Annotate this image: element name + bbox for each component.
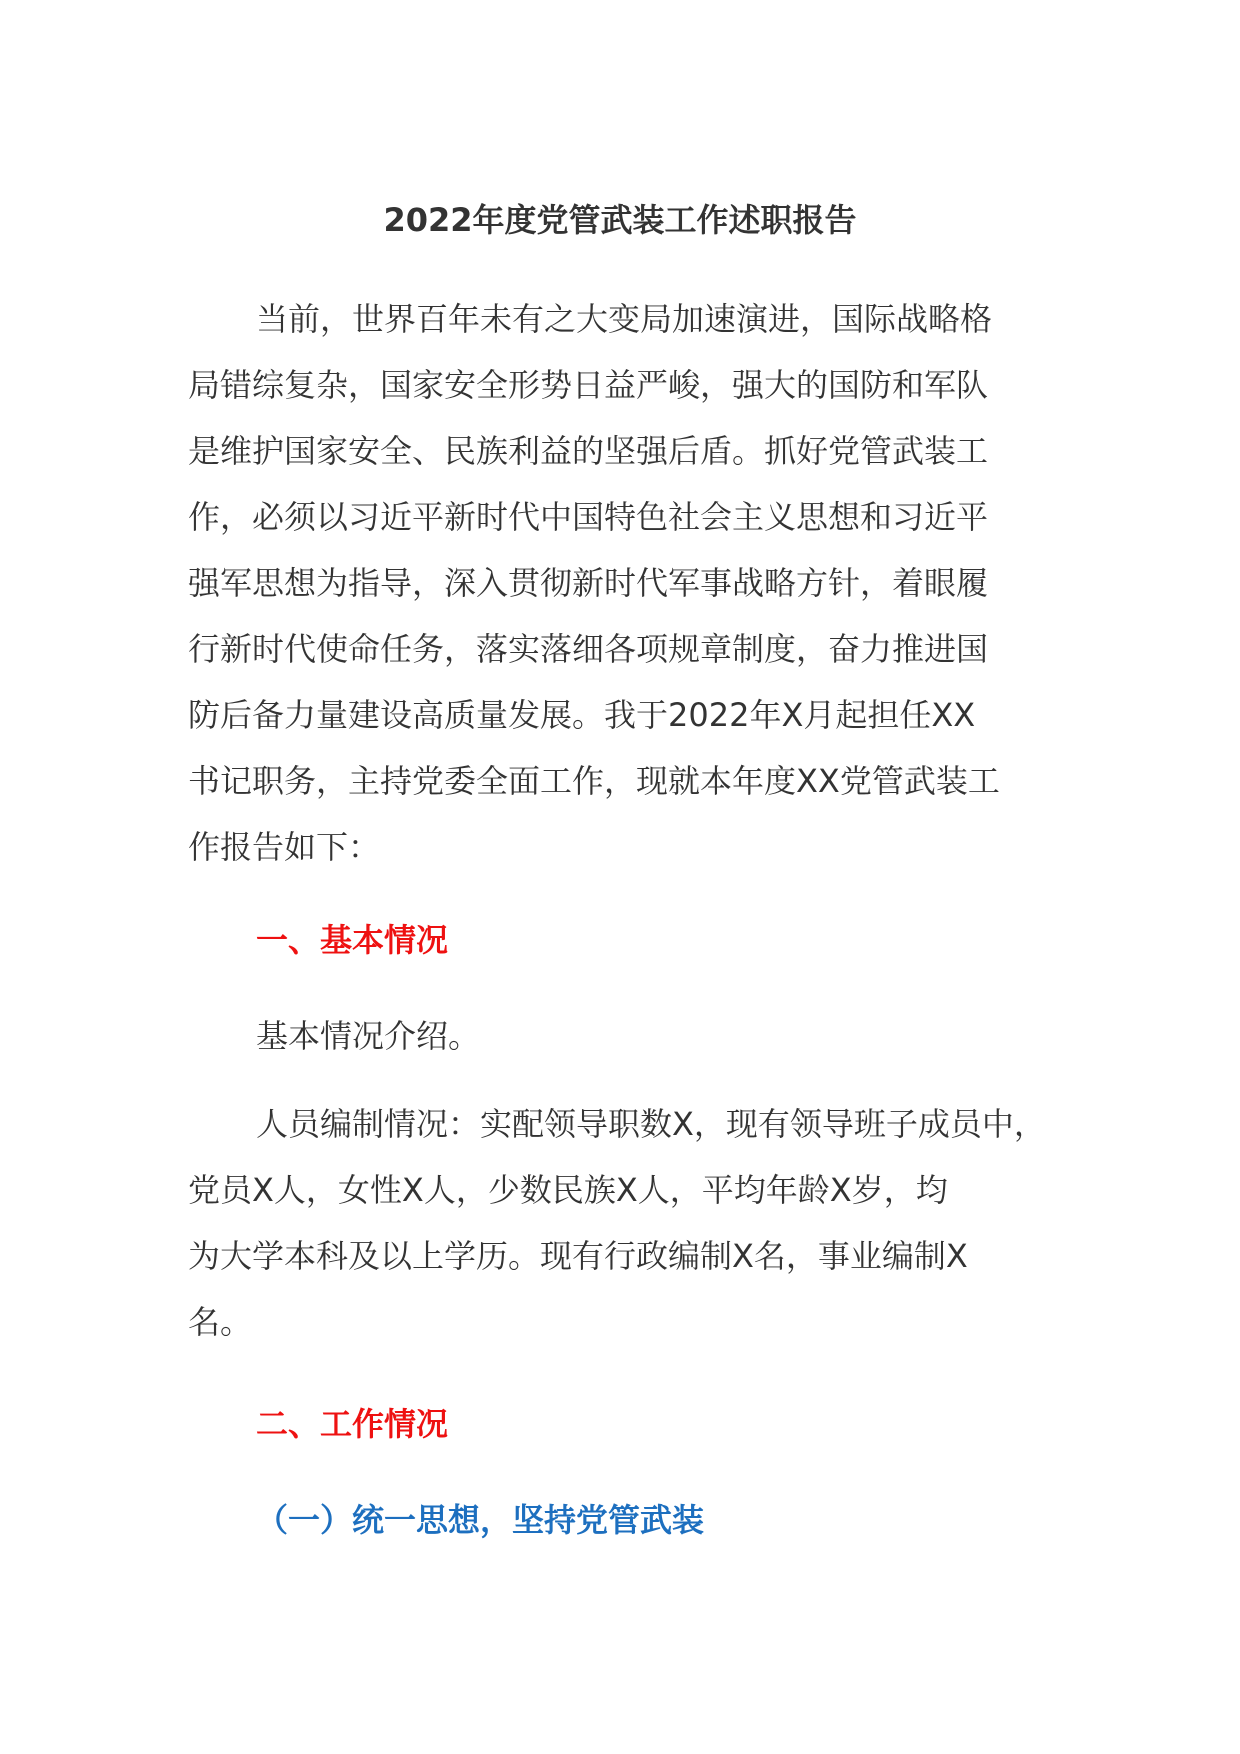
intro-line: 当前，世界百年未有之大变局加速演进，国际战略格 <box>256 300 993 338</box>
intro-line: 行新时代使命任务，落实落细各项规章制度，奋力推进国 <box>188 630 989 668</box>
staffing-line: 人员编制情况：实配领导职数X，现有领导班子成员中， <box>256 1105 1046 1143</box>
intro-line: 作报告如下： <box>188 828 381 866</box>
staffing-line: 为大学本科及以上学历。现有行政编制X名，事业编制X <box>188 1237 968 1275</box>
staffing-line: 党员X人，女性X人，少数民族X人，平均年龄X岁，均 <box>188 1171 948 1209</box>
section-heading-basic: 一、基本情况 <box>256 921 449 959</box>
staffing-line: 名。 <box>188 1303 253 1341</box>
document-title: 2022年度党管武装工作述职报告 <box>383 201 857 239</box>
intro-line: 防后备力量建设高质量发展。我于2022年X月起担任XX <box>188 696 976 734</box>
intro-line: 是维护国家安全、民族利益的坚强后盾。抓好党管武装工 <box>188 432 989 470</box>
staffing-paragraph <box>188 1091 1068 1355</box>
intro-line: 作，必须以习近平新时代中国特色社会主义思想和习近平 <box>188 498 989 536</box>
subsection-heading-1: （一）统一思想，坚持党管武装 <box>256 1501 705 1539</box>
intro-line: 强军思想为指导，深入贯彻新时代军事战略方针，着眼履 <box>188 564 989 602</box>
intro-line: 局错综复杂，国家安全形势日益严峻，强大的国防和军队 <box>188 366 989 404</box>
basic-intro-paragraph: 基本情况介绍。 <box>256 1017 481 1055</box>
intro-paragraph <box>188 286 1068 880</box>
intro-line: 书记职务，主持党委全面工作，现就本年度XX党管武装工 <box>188 762 1000 800</box>
section-heading-work: 二、工作情况 <box>256 1405 449 1443</box>
